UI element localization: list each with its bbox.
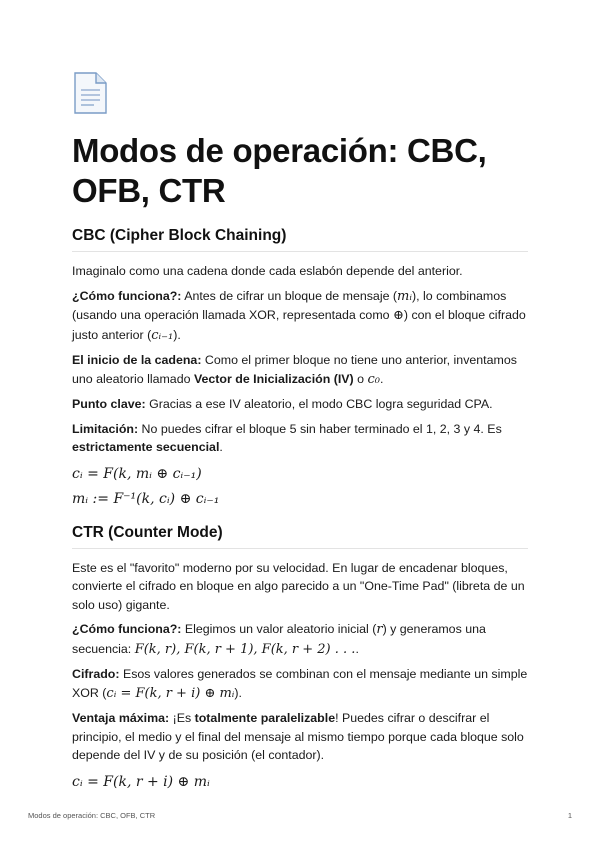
- ctr-formula: cᵢ = F(k, r + i) ⊕ mᵢ: [72, 773, 210, 790]
- footer-page-number: 1: [567, 811, 572, 820]
- cbc-start-paragraph: [72, 351, 528, 389]
- cbc-key-paragraph: [72, 395, 528, 414]
- cbc-intro: Imaginalo como una cadena donde cada eslabón depende del anterior.: [72, 264, 463, 278]
- ctr-adv-label: Ventaja máxima:: [72, 711, 170, 725]
- page-title: [72, 131, 528, 211]
- cbc-math-mi: mᵢ: [397, 288, 412, 304]
- cbc-formula-encrypt: cᵢ = F(k, mᵢ ⊕ cᵢ₋₁): [72, 465, 202, 482]
- cbc-how-label: ¿Cómo funciona?:: [72, 288, 182, 303]
- cbc-start-text-2: o: [353, 371, 368, 386]
- cbc-how-text-3: ) con el bloque cifrado justo anterior (: [72, 308, 526, 342]
- cbc-key-text: Gracias a ese IV aleatorio, el modo CBC logra seguridad CPA.: [145, 397, 493, 411]
- ctr-how-text-2: ) y generamos una secuencia:: [72, 622, 486, 656]
- document-icon: [72, 72, 108, 114]
- cbc-start-bold: Vector de Inicialización (IV): [193, 371, 354, 386]
- ctr-math-enc: cᵢ = F(k, r + i) ⊕ mᵢ: [106, 685, 235, 701]
- ctr-heading: CTR (Counter Mode): [72, 524, 528, 549]
- page-title-line-2: OFB, CTR: [72, 172, 226, 209]
- cbc-limit-text: No puedes cifrar el bloque 5 sin haber terminado el 1, 2, 3 y 4. Es: [138, 421, 502, 436]
- section-ctr: [72, 524, 528, 793]
- cbc-limit-label: Limitación:: [72, 421, 139, 436]
- footer-title: Modos de operación: CBC, OFB, CTR: [28, 811, 156, 820]
- cbc-math-xor: ⊕: [392, 308, 404, 323]
- ctr-how-label: ¿Cómo funciona?:: [72, 622, 182, 636]
- page-title-line-1: Modos de operación: CBC,: [72, 132, 487, 169]
- cbc-how-paragraph: [72, 287, 528, 346]
- ctr-enc-label: Cifrado:: [72, 667, 120, 681]
- ctr-enc-text-2: ).: [234, 685, 242, 700]
- ctr-math-sequence: F(k, r), F(k, r + 1), F(k, r + 2) . . .: [134, 641, 356, 657]
- cbc-how-text-1: Antes de cifrar un bloque de mensaje (: [181, 288, 398, 303]
- cbc-limit-bold: estrictamente secuencial: [72, 440, 220, 454]
- cbc-limit-end: .: [219, 440, 223, 454]
- ctr-intro: Este es el "favorito" moderno por su velocidad. En lugar de encadenar bloques, convierte el cifrado en bloque en algo parecido a un "One-Time Pad" (libreta de un solo uso) gigante.: [72, 560, 525, 612]
- cbc-heading: CBC (Cipher Block Chaining): [72, 227, 528, 252]
- ctr-adv-paragraph: [72, 709, 528, 765]
- cbc-how-text-2: ), lo combinamos (usando una operación llamada XOR, representada como: [72, 288, 507, 322]
- section-cbc: [72, 227, 528, 510]
- ctr-enc-text-1: Esos valores generados se combinan con el mensaje mediante un simple XOR (: [72, 667, 528, 700]
- ctr-enc-paragraph: [72, 665, 528, 703]
- cbc-start-text-3: .: [379, 371, 384, 386]
- cbc-key-label: Punto clave:: [72, 397, 146, 411]
- ctr-how-text-3: .: [355, 641, 359, 656]
- cbc-math-prev: cᵢ₋₁: [151, 327, 174, 343]
- ctr-adv-bold: totalmente paralelizable: [194, 711, 336, 725]
- ctr-how-text-1: Elegimos un valor aleatorio inicial (: [181, 622, 377, 636]
- cbc-math-c0: c₀: [367, 371, 380, 387]
- cbc-start-label: El inicio de la cadena:: [72, 353, 202, 367]
- page-footer: [28, 811, 572, 820]
- page-content: [72, 72, 528, 803]
- ctr-how-paragraph: [72, 620, 528, 659]
- cbc-how-text-4: ).: [173, 327, 181, 342]
- ctr-math-r: r: [376, 622, 383, 637]
- ctr-adv-text-1: ¡Es: [169, 711, 195, 725]
- ctr-adv-text-2: ! Puedes cifrar o descifrar el principio, el medio y el final del mensaje al mismo tiempo porque cada bloque solo depende del IV y de su posición (el contador).: [72, 711, 524, 762]
- cbc-limit-paragraph: [72, 420, 528, 457]
- cbc-start-text-1: Como el primer bloque no tiene uno anterior, inventamos uno aleatorio llamado: [72, 353, 517, 386]
- cbc-formula-decrypt: mᵢ := F⁻¹(k, cᵢ) ⊕ cᵢ₋₁: [72, 490, 220, 507]
